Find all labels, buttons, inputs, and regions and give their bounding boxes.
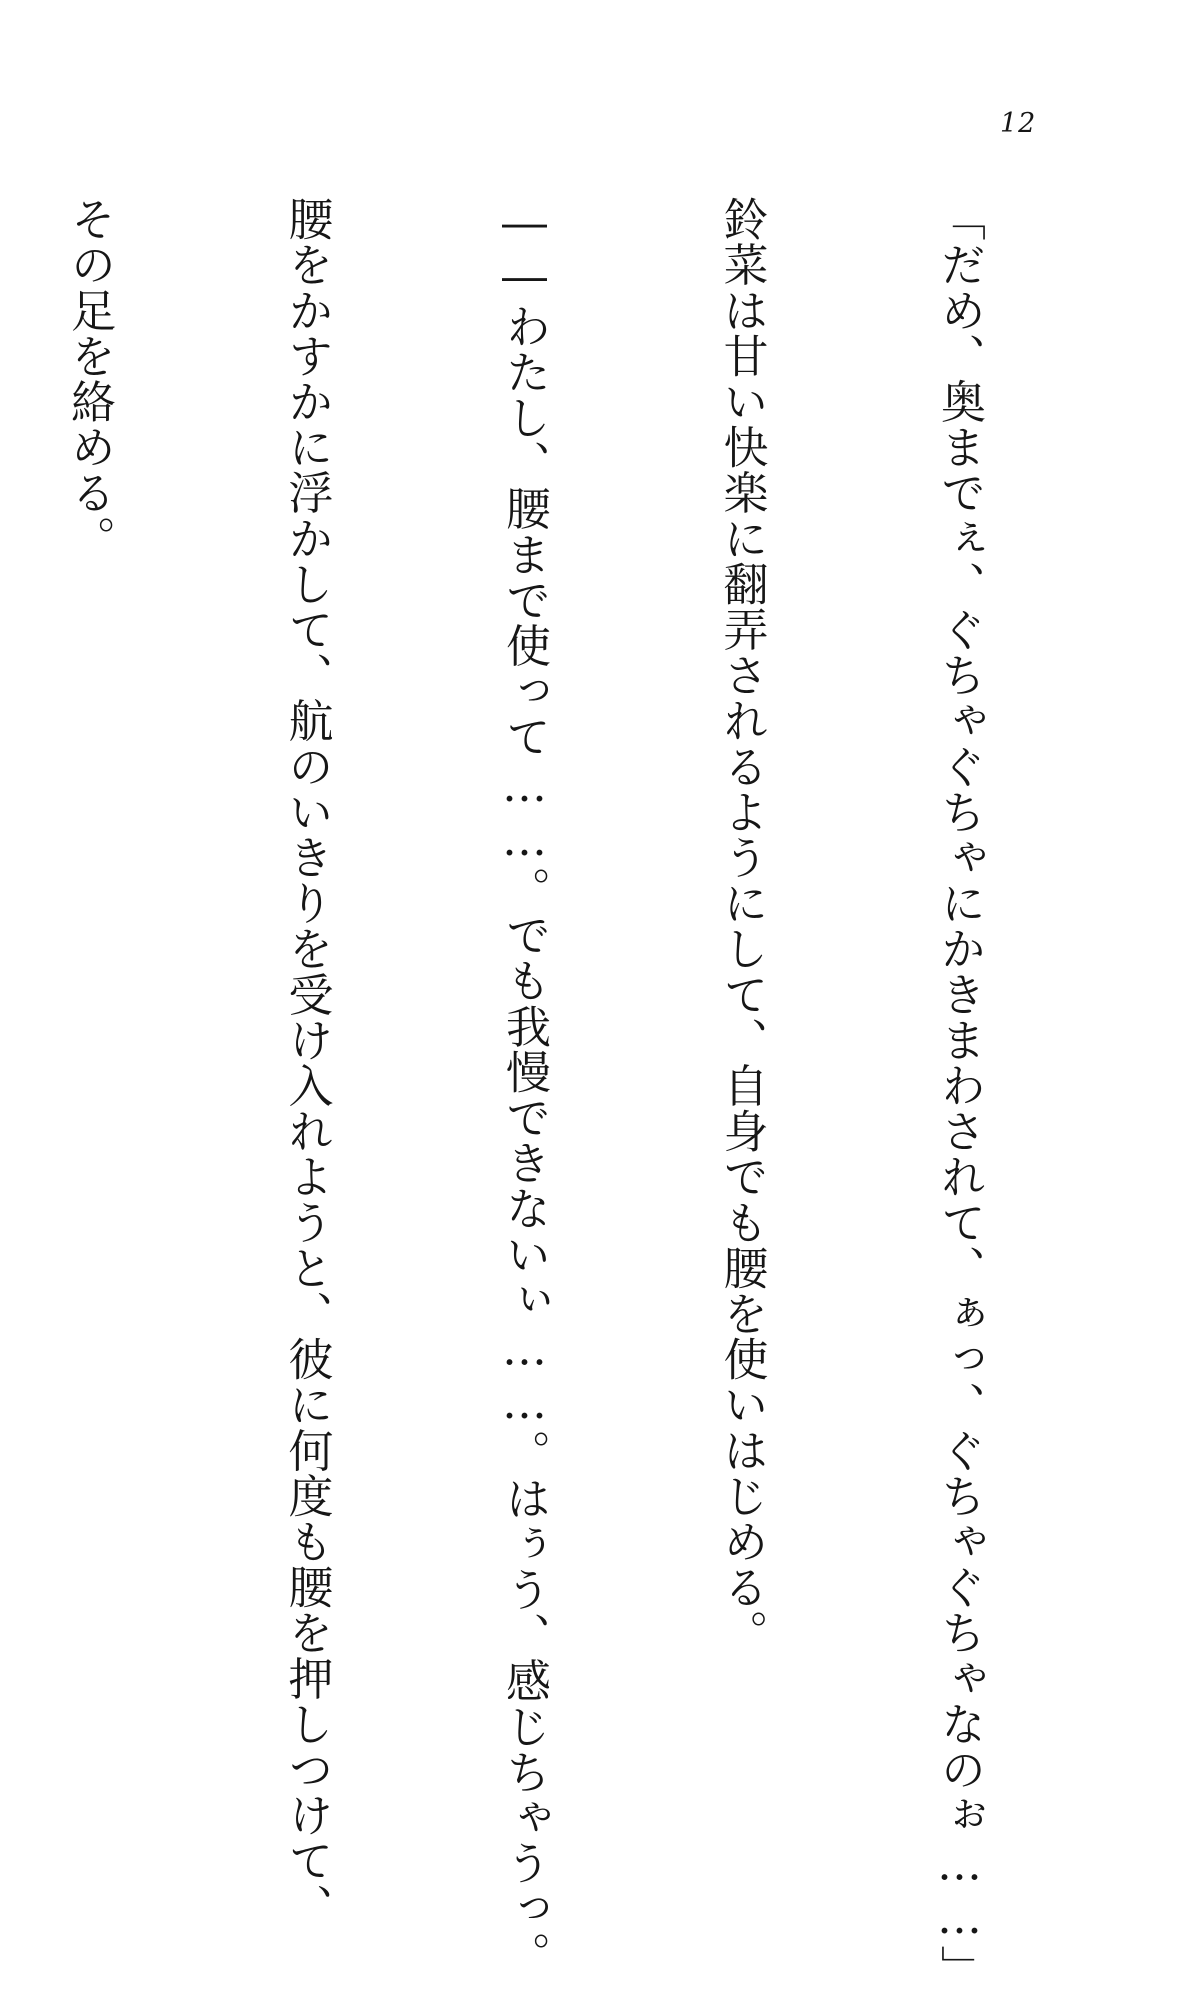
text-line-2: 鈴菜は甘い快楽に翻弄されるようにして、自身でも腰を使いはじめる。: [715, 196, 769, 1656]
text-line-4: 腰をかすかに浮かして、航のいきりを受け入れようと、彼に何度も腰を押しつけて、: [280, 196, 334, 1929]
text-line-5: その足を絡める。: [63, 196, 116, 561]
text-line-1: 「だめ、奥までぇ、ぐちゃぐちゃにかきまわされて、ぁっ、ぐちゃぐちゃなのぉ……」: [933, 196, 986, 1990]
text-line-3: ――わたし、腰まで使って……。でも我慢できないぃ……。はぅう、感じちゃうっ。: [498, 196, 551, 1977]
novel-text-body: [0, 196, 1140, 1990]
page-number: 12: [1000, 108, 1037, 139]
